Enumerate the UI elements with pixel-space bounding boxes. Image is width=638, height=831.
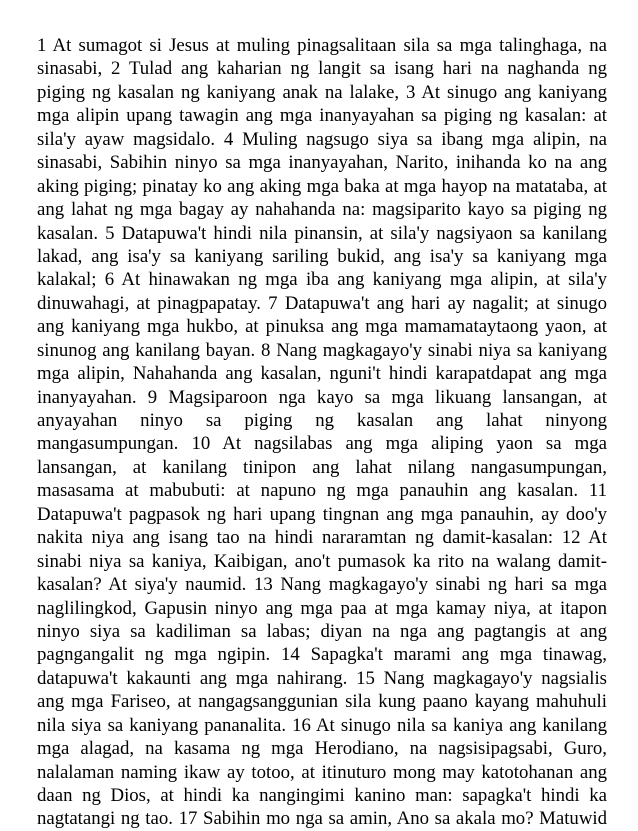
text-line: nila siya sa kaniyang pananalita. 16 At sinugo nila sa kaniya ang kanilang bbox=[37, 714, 607, 736]
text-line: lakad, ang isa'y sa kaniyang sariling bukid, ang isa'y sa kaniyang mga bbox=[37, 245, 607, 267]
text-line: anyayahan ninyo sa piging ng kasalan ang lahat ninyong bbox=[37, 410, 607, 431]
text-line: ang kaniyang mga hukbo, at pinuksa ang mga mamamataytaong yaon, at bbox=[37, 316, 607, 338]
text-line: dinuwahagi, at pinagpapatay. 7 Datapuwa't ang hari ay nagalit; at sinugo bbox=[37, 292, 607, 314]
text-line: datapuwa't kakaunti ang mga nahirang. 15 Nang magkagayo'y nagsialis bbox=[37, 667, 607, 689]
text-line: ang lahat ng mga bagay ay nahahanda na: magsiparito kayo sa piging ng bbox=[37, 199, 607, 221]
text-line: nalalaman naming ikaw ay totoo, at itinuturo mong may katotohanan ang bbox=[37, 761, 607, 783]
text-line: aking piging; pinatay ko ang aking mga baka at mga hayop na matataba, at bbox=[37, 175, 607, 197]
text-line: kasalan? At siya'y naumid. 13 Nang magkagayo'y sinabi ng hari sa mga bbox=[37, 574, 607, 596]
text-line: sinabi niya sa kaniya, Kaibigan, ano't pumasok ka rito na walang damit- bbox=[37, 550, 607, 572]
scripture-passage bbox=[37, 34, 607, 831]
text-line: piging ng kasalan ng kaniyang anak na lalake, 3 At sinugo ang kaniyang bbox=[37, 81, 607, 103]
text-line: sila'y ayaw magsidalo. 4 Muling nagsugo siya sa ibang mga alipin, na bbox=[37, 128, 607, 150]
text-line: daan ng Dios, at hindi ka nangingimi kanino man: sapagka't hindi ka bbox=[37, 785, 607, 806]
text-line: naglilingkod, Gapusin ninyo ang mga paa at mga kamay niya, at itapon bbox=[37, 597, 607, 619]
text-line: ang mga Fariseo, at nangagsanggunian sila kung paano kayang mahuhuli bbox=[37, 691, 607, 713]
text-line: 1 At sumagot si Jesus at muling pinagsalitaan sila sa mga talinghaga, na bbox=[37, 35, 607, 56]
text-line: inanyayahan. 9 Magsiparoon nga kayo sa mga likuang lansangan, at bbox=[37, 386, 607, 408]
text-line: pagngangalit ng mga ngipin. 14 Sapagka't marami ang mga tinawag, bbox=[37, 644, 607, 666]
text-line: kalakal; 6 At hinawakan ng mga iba ang kaniyang mga alipin, at sila'y bbox=[37, 269, 607, 291]
text-line: ninyo siya sa kadiliman sa labas; diyan na nga ang pagtangis at ang bbox=[37, 620, 607, 642]
text-line: sinasabi, Sabihin ninyo sa mga inanyayahan, Narito, inihanda ko na ang bbox=[37, 152, 607, 174]
text-line: masasama at mabubuti: at napuno ng mga panauhin ang kasalan. 11 bbox=[37, 480, 607, 502]
text-line: mga alipin, Nahahanda ang kasalan, nguni't hindi karapatdapat ang mga bbox=[37, 363, 607, 385]
text-line: Datapuwa't pagpasok ng hari upang tingnan ang mga panauhin, ay doo'y bbox=[37, 503, 607, 525]
text-line: sinasabi, 2 Tulad ang kaharian ng langit sa isang hari na naghanda ng bbox=[37, 58, 607, 80]
text-line: sinunog ang kanilang bayan. 8 Nang magkagayo'y sinabi niya sa kaniyang bbox=[37, 339, 607, 361]
text-line: mga alipin upang tawagin ang mga inanyayahan sa piging ng kasalan: at bbox=[37, 105, 607, 127]
text-line: lansangan, at kanilang tinipon ang lahat nilang nangasumpungan, bbox=[37, 456, 607, 478]
text-line: mga alagad, na kasama ng mga Herodiano, na nagsisipagsabi, Guro, bbox=[37, 738, 607, 760]
text-line: mangasumpungan. 10 At nagsilabas ang mga aliping yaon sa mga bbox=[37, 433, 607, 455]
text-line: kasalan. 5 Datapuwa't hindi nila pinansin, at sila'y nagsiyaon sa kanilang bbox=[37, 222, 607, 244]
text-line: nakita niya ang isang tao na hindi nararamtan ng damit-kasalan: 12 At bbox=[37, 527, 607, 549]
text-line: nagtatangi ng tao. 17 Sabihin mo nga sa amin, Ano sa akala mo? Matuwid bbox=[37, 808, 607, 830]
